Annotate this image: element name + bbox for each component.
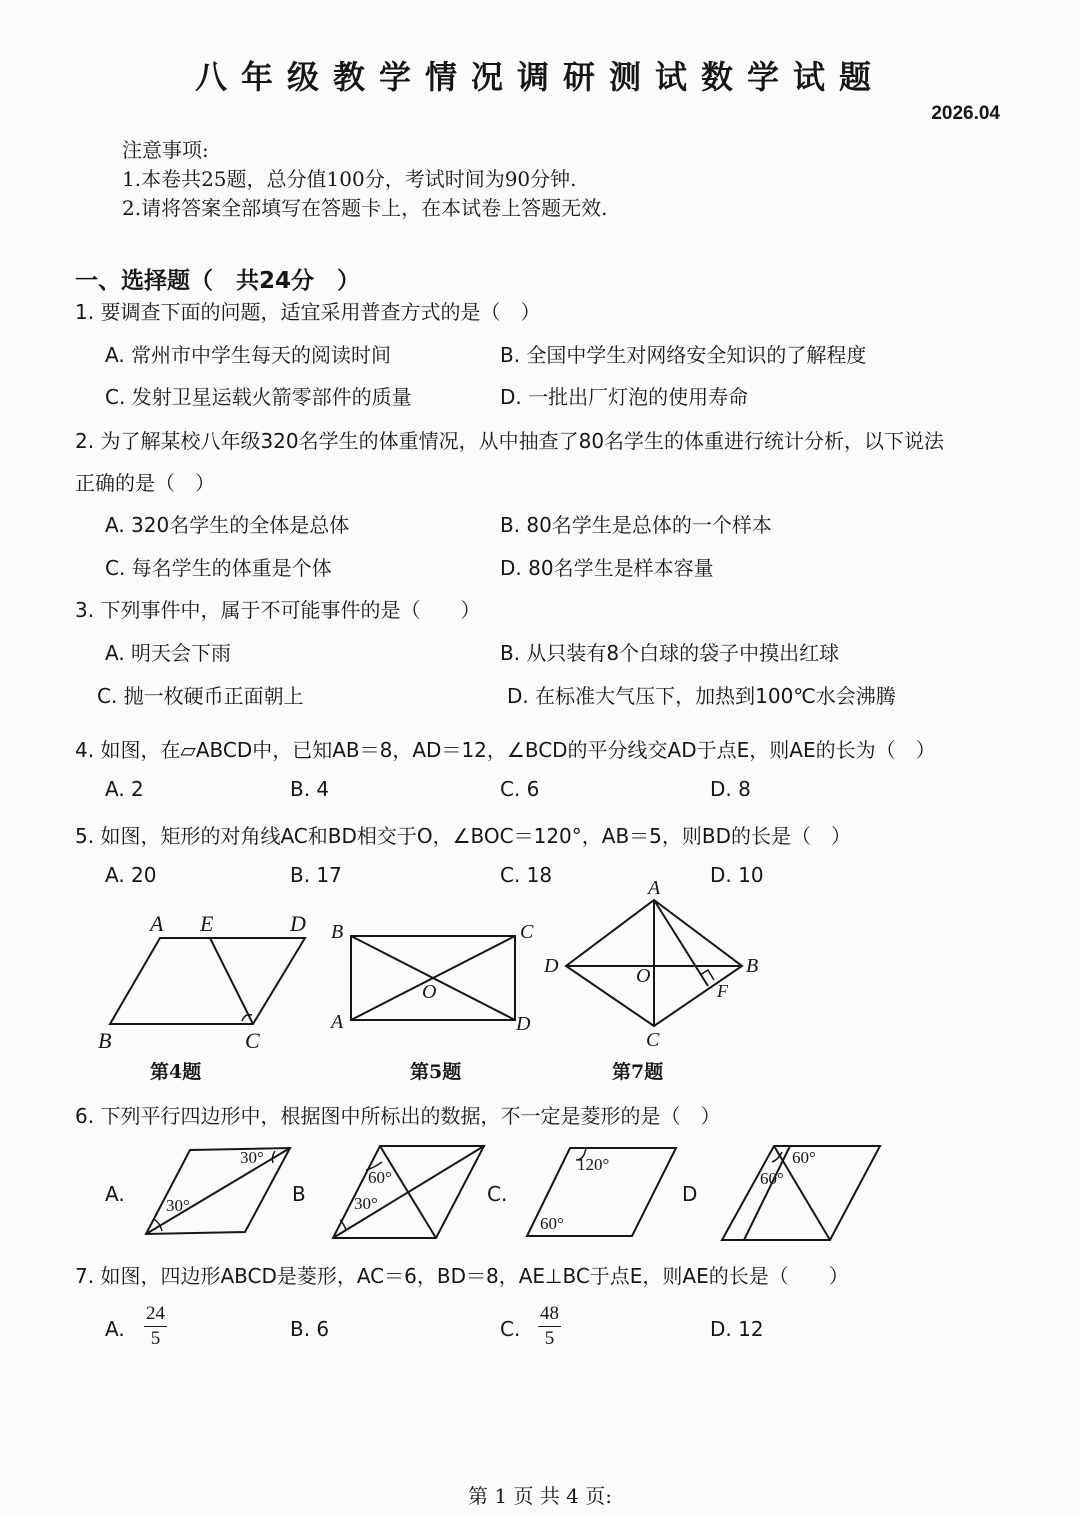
question-1-option-c: C. 发射卫星运载火箭零部件的质量 xyxy=(105,385,412,409)
question-2-option-b: B. 80名学生是总体的一个样本 xyxy=(500,513,772,537)
question-3-option-d: D. 在标准大气压下，加热到100℃水会沸腾 xyxy=(507,684,896,708)
question-6-option-c: C. xyxy=(487,1182,508,1206)
fig4-label-a: A xyxy=(150,911,164,936)
section-heading: 一、选择题（ 共24分 ） xyxy=(75,268,361,294)
figure-4-caption: 第4题 xyxy=(150,1061,202,1083)
fig6d-angle-1: 60° xyxy=(792,1148,816,1167)
question-1-option-b: B. 全国中学生对网络安全知识的了解程度 xyxy=(500,343,867,367)
exam-date: 2026.04 xyxy=(931,103,1000,124)
page-title: 八年级教学情况调研测试数学试题 xyxy=(194,58,885,96)
question-3-option-c: C. 抛一枚硬币正面朝上 xyxy=(97,684,304,708)
question-2-option-d: D. 80名学生是样本容量 xyxy=(500,556,714,580)
fig5-label-o: O xyxy=(422,981,437,1003)
fraction-a-denominator: 5 xyxy=(150,1328,161,1349)
fig6a-angle-1: 30° xyxy=(240,1148,264,1167)
fig7-label-o: O xyxy=(636,965,651,987)
question-6-option-d: D xyxy=(682,1182,698,1206)
fraction-c-numerator: 48 xyxy=(538,1302,561,1327)
question-7-option-d: D. 12 xyxy=(710,1317,764,1341)
question-7-option-c: C. xyxy=(500,1317,521,1341)
fig5-label-a: A xyxy=(331,1011,344,1033)
question-1-stem: 1. 要调查下面的问题，适宜采用普查方式的是（ ） xyxy=(75,300,541,324)
question-7-option-a: A. xyxy=(105,1317,125,1341)
question-6-option-a: A. xyxy=(105,1182,125,1206)
question-2-option-a: A. 320名学生的全体是总体 xyxy=(105,513,350,537)
fig6c-angle-1: 120° xyxy=(577,1155,610,1174)
fig5-label-b: B xyxy=(331,921,344,943)
fig6c-angle-2: 60° xyxy=(540,1214,564,1233)
question-7-option-c-fraction xyxy=(538,1302,561,1351)
question-7-option-b: B. 6 xyxy=(290,1317,330,1341)
page-footer: 第 1 页 共 4 页: xyxy=(468,1484,612,1508)
question-2-stem: 2. 为了解某校八年级320名学生的体重情况，从中抽查了80名学生的体重进行统计分析，以下说法 xyxy=(75,429,945,453)
question-1-option-d: D. 一批出厂灯泡的使用寿命 xyxy=(500,385,749,409)
question-2-stem-cont: 正确的是（ ） xyxy=(75,471,215,495)
figure-7-caption: 第7题 xyxy=(612,1061,664,1083)
question-7-stem: 7. 如图，四边形ABCD是菱形，AC＝6，BD＝8，AE⊥BC于点E，则AE的长是（ ） xyxy=(75,1264,849,1288)
question-1-option-a: A. 常州市中学生每天的阅读时间 xyxy=(105,343,392,367)
notes-heading: 注意事项: xyxy=(122,138,209,162)
question-3-option-b: B. 从只装有8个白球的袋子中摸出红球 xyxy=(500,641,840,665)
question-5-option-c: C. 18 xyxy=(500,863,553,887)
fig5-label-d: D xyxy=(516,1013,531,1035)
fig7-label-f: F xyxy=(717,981,728,1001)
fraction-a-numerator: 24 xyxy=(144,1302,167,1327)
question-7-option-a-fraction xyxy=(144,1302,167,1351)
question-4-option-b: B. 4 xyxy=(290,777,330,801)
question-5-option-b: B. 17 xyxy=(290,863,342,887)
fig4-label-d: D xyxy=(290,911,306,936)
fig4-label-b: B xyxy=(98,1028,112,1053)
question-6-option-b: B xyxy=(292,1182,306,1206)
question-4-option-c: C. 6 xyxy=(500,777,540,801)
question-4-stem: 4. 如图，在▱ABCD中，已知AB＝8，AD＝12，∠BCD的平分线交AD于点E，则AE的长为（ ） xyxy=(75,738,936,762)
fig6d-angle-2: 60° xyxy=(760,1169,784,1188)
fig7-label-d: D xyxy=(544,955,559,977)
question-5-option-a: A. 20 xyxy=(105,863,157,887)
fig4-label-c: C xyxy=(245,1028,260,1053)
fraction-c-denominator: 5 xyxy=(544,1328,555,1349)
fig4-label-e: E xyxy=(200,911,214,936)
question-3-option-a: A. 明天会下雨 xyxy=(105,641,232,665)
question-2-option-c: C. 每名学生的体重是个体 xyxy=(105,556,332,580)
note-item-1: 1.本卷共25题，总分值100分，考试时间为90分钟. xyxy=(122,167,577,191)
question-4-option-a: A. 2 xyxy=(105,777,144,801)
question-5-stem: 5. 如图，矩形的对角线AC和BD相交于O，∠BOC＝120°，AB＝5，则BD的长是（ ） xyxy=(75,824,852,848)
fig5-label-c: C xyxy=(520,921,534,943)
fig7-label-a: A xyxy=(648,877,661,899)
fig7-label-b: B xyxy=(746,955,759,977)
question-6-stem: 6. 下列平行四边形中，根据图中所标出的数据，不一定是菱形的是（ ） xyxy=(75,1104,721,1128)
fig7-label-c: C xyxy=(646,1029,660,1051)
fig6b-angle-2: 30° xyxy=(354,1194,378,1213)
question-5-option-d: D. 10 xyxy=(710,863,764,887)
figure-5-caption: 第5题 xyxy=(410,1061,462,1083)
fig6b-angle-1: 60° xyxy=(368,1168,392,1187)
note-item-2: 2.请将答案全部填写在答题卡上，在本试卷上答题无效. xyxy=(122,196,608,220)
question-3-stem: 3. 下列事件中，属于不可能事件的是（ ） xyxy=(75,598,481,622)
question-4-option-d: D. 8 xyxy=(710,777,751,801)
fig6b-diagonal-2 xyxy=(380,1146,436,1238)
fig6a-angle-2: 30° xyxy=(166,1196,190,1215)
